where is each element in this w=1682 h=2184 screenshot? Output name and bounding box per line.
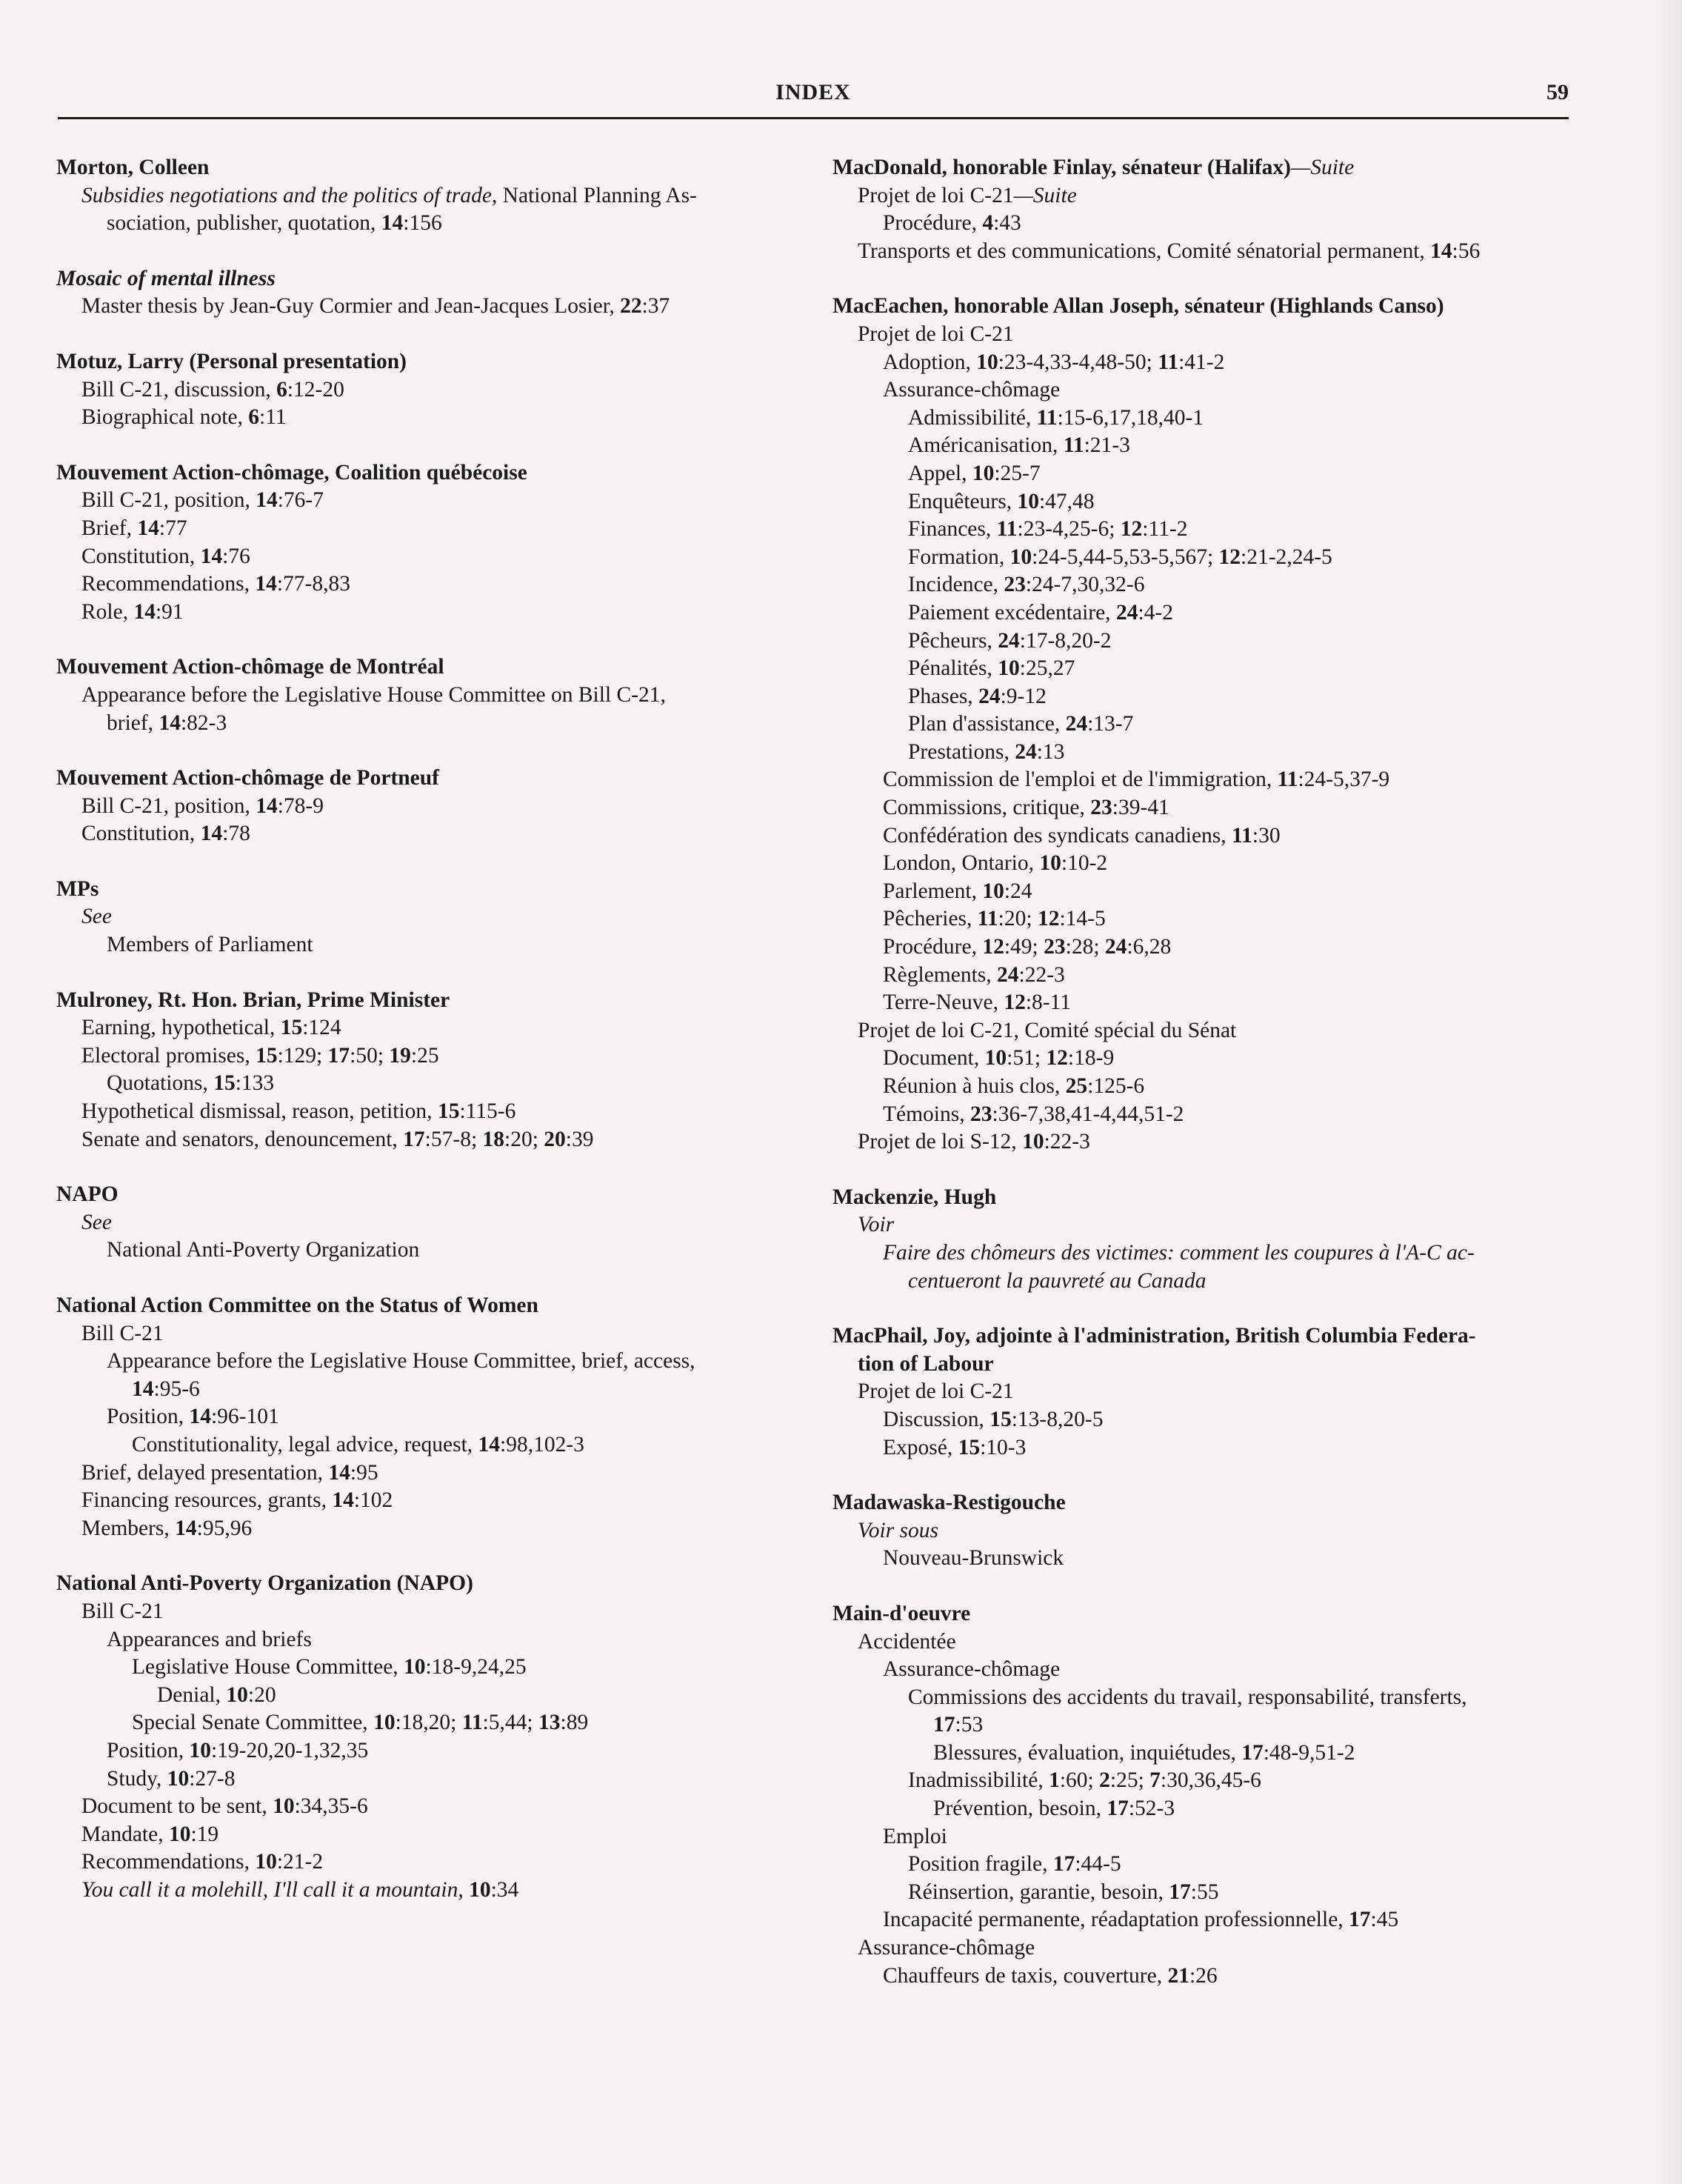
index-entry-heading: National Anti-Poverty Organization (NAPO)	[56, 1571, 473, 1596]
index-subentry: Pénalités, 10:25,27	[908, 656, 1075, 681]
index-subentry: Projet de loi C-21—Suite	[858, 183, 1077, 207]
index-subentry: Plan d'assistance, 24:13-7	[908, 712, 1134, 736]
index-subentry: Study, 10:27-8	[107, 1766, 236, 1791]
index-subentry: Assurance-chômage	[883, 1657, 1061, 1682]
index-subentry: Enquêteurs, 10:47,48	[908, 489, 1095, 513]
index-subentry: Voir	[858, 1213, 895, 1237]
index-entry-heading: Morton, Colleen	[56, 156, 210, 179]
index-subentry: Appel, 10:25-7	[908, 461, 1041, 485]
index-subentry: Adoption, 10:23-4,33-4,48-50; 11:41-2	[883, 350, 1225, 374]
index-subentry: Exposé, 15:10-3	[883, 1435, 1027, 1459]
index-entry	[56, 876, 804, 959]
index-subentry: Incapacité permanente, réadaptation professionnelle, 17:45	[883, 1908, 1399, 1932]
index-entry-heading: Main-d'oeuvre	[832, 1601, 971, 1625]
index-subentry: Bill C-21, position, 14:78-9	[81, 793, 324, 818]
index-subentry: London, Ontario, 10:10-2	[883, 851, 1108, 876]
index-subentry: Assurance-chômage	[883, 378, 1061, 402]
index-subentry: Commissions, critique, 23:39-41	[883, 796, 1169, 820]
index-subentry: Constitutionality, legal advice, request, 14:98,102-3	[132, 1432, 584, 1456]
index-subentry: Bill C-21, discussion, 6:12-20	[81, 377, 344, 402]
index-entry-heading-continued: tion of Labour	[858, 1351, 994, 1376]
index-subentry: Brief, 14:77	[81, 516, 187, 540]
header-rule	[58, 117, 1569, 119]
index-subentry: Bill C-21, position, 14:76-7	[81, 488, 324, 513]
index-entry-heading: Mulroney, Rt. Hon. Brian, Prime Minister	[56, 988, 450, 1012]
index-entry	[56, 1292, 804, 1542]
index-subentry: brief, 14:82-3	[107, 710, 227, 735]
index-subentry: Bill C-21	[81, 1321, 164, 1345]
index-subentry: See	[81, 905, 112, 929]
index-subentry: Earning, hypothetical, 15:124	[81, 1016, 341, 1040]
index-entry	[56, 987, 804, 1154]
index-subentry: Subsidies negotiations and the politics of trade, National Planning As-	[81, 183, 697, 207]
index-subentry: Legislative House Committee, 10:18-9,24,25	[132, 1655, 527, 1679]
index-subentry: Recommendations, 14:77-8,83	[81, 572, 350, 596]
index-subentry: Confédération des syndicats canadiens, 11:30	[883, 823, 1281, 848]
index-subentry: Financing resources, grants, 14:102	[81, 1488, 393, 1513]
index-entry-heading: Mouvement Action-chômage de Portneuf	[56, 766, 439, 790]
index-subentry: Discussion, 15:13-8,20-5	[883, 1407, 1104, 1431]
index-subentry: Position fragile, 17:44-5	[908, 1852, 1121, 1877]
index-subentry: Admissibilité, 11:15-6,17,18,40-1	[908, 405, 1204, 430]
index-subentry: National Anti-Poverty Organization	[107, 1238, 420, 1262]
index-entry-heading: MacDonald, honorable Finlay, sénateur (Halifax)—Suite	[832, 156, 1355, 179]
index-subentry: Phases, 24:9-12	[908, 684, 1047, 708]
index-subentry: Electoral promises, 15:129; 17:50; 19:25	[81, 1043, 439, 1068]
index-subentry: Parlement, 10:24	[883, 879, 1032, 903]
index-subentry: Procédure, 12:49; 23:28; 24:6,28	[883, 935, 1172, 959]
index-subentry: Projet de loi C-21	[858, 1379, 1014, 1404]
index-subentry: Denial, 10:20	[157, 1682, 276, 1707]
index-subentry: Bill C-21	[81, 1599, 164, 1623]
index-subentry: Incidence, 23:24-7,30,32-6	[908, 573, 1145, 597]
index-subentry: Appearance before the Legislative House Committee, brief, access,	[107, 1349, 695, 1374]
index-subentry: Réinsertion, garantie, besoin, 17:55	[908, 1880, 1219, 1904]
index-subentry: You call it a molehill, I'll call it a mountain, 10:34	[81, 1877, 519, 1902]
index-subentry: Procédure, 4:43	[883, 211, 1021, 236]
index-subentry: Règlements, 24:22-3	[883, 962, 1065, 987]
index-subentry: Finances, 11:23-4,25-6; 12:11-2	[908, 517, 1188, 542]
index-subentry: Biographical note, 6:11	[81, 405, 287, 430]
index-subentry: Constitution, 14:76	[81, 544, 250, 568]
index-subentry: Brief, delayed presentation, 14:95	[81, 1460, 378, 1485]
index-entry	[56, 154, 804, 238]
index-subentry: Members of Parliament	[107, 933, 313, 957]
index-subentry: Nouveau-Brunswick	[883, 1546, 1064, 1571]
index-entry-heading: Mosaic of mental illness	[56, 266, 276, 290]
index-subentry: Members, 14:95,96	[81, 1516, 253, 1540]
index-subentry: Document to be sent, 10:34,35-6	[81, 1794, 368, 1819]
index-subentry: sociation, publisher, quotation, 14:156	[107, 211, 442, 236]
index-subentry: Faire des chômeurs des victimes: comment les coupures à l'A-C ac-	[883, 1240, 1475, 1265]
index-subentry: Appearances and briefs	[107, 1627, 312, 1651]
index-subentry: Inadmissibilité, 1:60; 2:25; 7:30,36,45-6	[908, 1768, 1261, 1793]
index-subentry: Américanisation, 11:21-3	[908, 433, 1130, 458]
index-entry	[56, 1570, 804, 1904]
index-entry	[56, 265, 804, 321]
index-entry-heading: National Action Committee on the Status of Women	[56, 1294, 538, 1317]
page-number: 59	[1546, 80, 1569, 104]
index-subentry: Projet de loi C-21	[858, 322, 1014, 346]
index-entry	[832, 154, 1581, 265]
index-subentry: Voir sous	[858, 1518, 939, 1542]
index-entry-heading: Mouvement Action-chômage, Coalition québécoise	[56, 460, 527, 485]
index-column-left	[56, 154, 804, 1931]
index-subentry: See	[81, 1210, 112, 1234]
index-subentry: Blessures, évaluation, inquiétudes, 17:48-9,51-2	[933, 1740, 1355, 1765]
index-entry	[56, 459, 804, 627]
index-entry-heading: MacPhail, Joy, adjointe à l'administration, British Columbia Federa-	[832, 1324, 1476, 1348]
index-entry	[832, 1322, 1581, 1462]
index-subentry: Prestations, 24:13	[908, 739, 1065, 764]
index-entry	[56, 1181, 804, 1265]
page-edge-shadow	[1652, 0, 1682, 2184]
index-subentry: Appearance before the Legislative House Committee on Bill C-21,	[81, 682, 666, 707]
index-subentry: Quotations, 15:133	[107, 1071, 275, 1096]
index-subentry: Special Senate Committee, 10:18,20; 11:5,44; 13:89	[132, 1711, 589, 1735]
index-subentry: Commission de l'emploi et de l'immigration, 11:24-5,37-9	[883, 768, 1390, 792]
index-subentry: Position, 14:96-101	[107, 1405, 279, 1429]
index-entry	[56, 348, 804, 432]
index-entry	[56, 765, 804, 848]
index-subentry: centueront la pauvreté au Canada	[908, 1268, 1207, 1293]
index-subentry: Accidentée	[858, 1629, 956, 1654]
index-entry-heading: Mackenzie, Hugh	[832, 1185, 997, 1209]
index-subentry: Chauffeurs de taxis, couverture, 21:26	[883, 1963, 1218, 1988]
index-subentry: Role, 14:91	[81, 599, 184, 624]
header-title: INDEX	[775, 80, 851, 104]
index-subentry: 17:53	[933, 1713, 984, 1737]
index-subentry: Commissions des accidents du travail, responsabilité, transferts,	[908, 1685, 1467, 1709]
index-subentry: Senate and senators, denouncement, 17:57-8; 18:20; 20:39	[81, 1127, 594, 1151]
index-subentry: Assurance-chômage	[858, 1936, 1035, 1960]
index-entry-heading: Motuz, Larry (Personal presentation)	[56, 349, 407, 373]
index-subentry: Position, 10:19-20,20-1,32,35	[107, 1738, 369, 1762]
index-entry	[832, 1489, 1581, 1573]
index-subentry: Transports et des communications, Comité sénatorial permanent, 14:56	[858, 239, 1481, 263]
index-subentry: Projet de loi C-21, Comité spécial du Sénat	[858, 1018, 1237, 1042]
index-subentry: Recommendations, 10:21-2	[81, 1850, 324, 1874]
index-subentry: Témoins, 23:36-7,38,41-4,44,51-2	[883, 1102, 1184, 1126]
index-entry-heading: MacEachen, honorable Allan Joseph, sénateur (Highlands Canso)	[832, 294, 1444, 319]
index-subentry: Pêcheries, 11:20; 12:14-5	[883, 907, 1106, 931]
index-subentry: Prévention, besoin, 17:52-3	[933, 1797, 1175, 1821]
index-entry	[56, 653, 804, 737]
index-entry	[832, 1184, 1581, 1295]
index-subentry: Paiement excédentaire, 24:4-2	[908, 600, 1173, 625]
index-entry-heading: Mouvement Action-chômage de Montréal	[56, 655, 444, 679]
index-subentry: Formation, 10:24-5,44-5,53-5,567; 12:21-2,24-5	[908, 545, 1332, 569]
index-subentry: Terre-Neuve, 12:8-11	[883, 991, 1072, 1015]
index-subentry: Emploi	[883, 1824, 947, 1848]
index-subentry: Mandate, 10:19	[81, 1822, 219, 1846]
index-entry-heading: MPs	[56, 876, 99, 901]
index-entry-heading: Madawaska-Restigouche	[832, 1491, 1066, 1515]
page-header	[58, 77, 1569, 121]
index-subentry: Projet de loi S-12, 10:22-3	[858, 1130, 1090, 1154]
index-entry	[832, 293, 1581, 1156]
index-subentry: 14:95-6	[132, 1376, 200, 1401]
index-entry	[832, 1600, 1581, 1990]
index-subentry: Master thesis by Jean-Guy Cormier and Jean-Jacques Losier, 22:37	[81, 294, 670, 319]
index-subentry: Pêcheurs, 24:17-8,20-2	[908, 628, 1112, 653]
index-column-right	[832, 154, 1581, 2017]
index-subentry: Constitution, 14:78	[81, 822, 250, 846]
index-subentry: Hypothetical dismissal, reason, petition, 15:115-6	[81, 1099, 516, 1124]
index-subentry: Réunion à huis clos, 25:125-6	[883, 1074, 1145, 1098]
index-entry-heading: NAPO	[56, 1182, 119, 1207]
index-subentry: Document, 10:51; 12:18-9	[883, 1046, 1115, 1071]
